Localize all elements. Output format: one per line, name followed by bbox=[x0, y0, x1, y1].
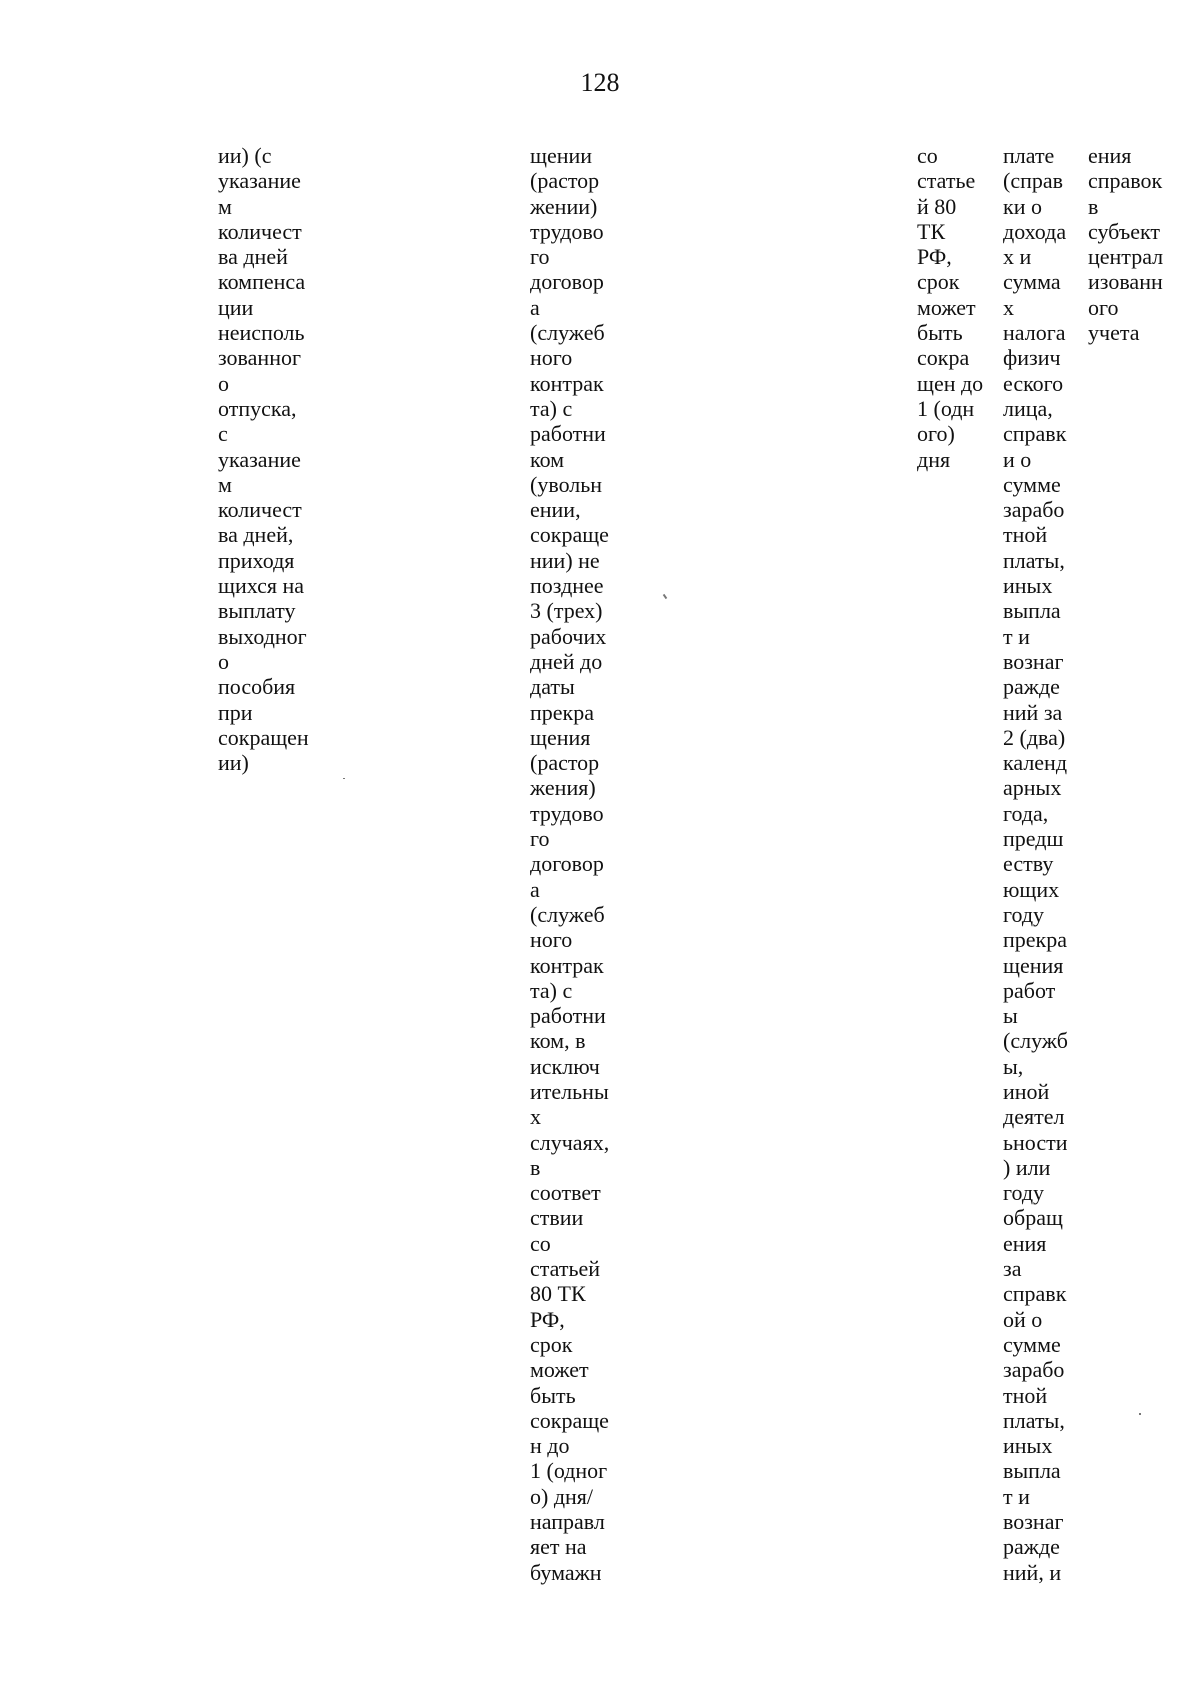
text-line: централ bbox=[1088, 244, 1164, 270]
text-line: ого bbox=[1088, 294, 1119, 320]
text-line: прекра bbox=[530, 699, 594, 725]
text-line: жении) bbox=[530, 193, 598, 219]
text-line: срок bbox=[530, 1331, 573, 1357]
text-line: может bbox=[917, 294, 976, 320]
text-line: приходя bbox=[218, 547, 295, 573]
text-line: ого) bbox=[917, 421, 955, 447]
text-column-1 bbox=[218, 143, 309, 775]
text-line: ии) bbox=[218, 750, 249, 776]
text-line: (растор bbox=[530, 750, 600, 776]
text-line: предш bbox=[1003, 826, 1064, 852]
text-line: дня bbox=[917, 446, 951, 472]
text-column-2 bbox=[530, 143, 609, 1585]
text-line: ний за bbox=[1003, 699, 1063, 725]
text-column-5 bbox=[1088, 143, 1163, 345]
text-line: быть bbox=[917, 320, 963, 346]
text-line: та) с bbox=[530, 977, 573, 1003]
text-line: ражде bbox=[1003, 1534, 1060, 1560]
text-line: плате bbox=[1003, 143, 1055, 168]
text-line: неисполь bbox=[218, 320, 305, 346]
text-line: го bbox=[530, 244, 550, 270]
text-line: сумма bbox=[1003, 269, 1061, 295]
text-line: ком, в bbox=[530, 1028, 586, 1054]
text-line: ки о bbox=[1003, 193, 1042, 219]
text-line: т и bbox=[1003, 1483, 1030, 1509]
text-line: 2 (два) bbox=[1003, 724, 1066, 750]
text-line: (справ bbox=[1003, 168, 1064, 194]
text-line: изованн bbox=[1088, 269, 1163, 295]
text-line: случаях, bbox=[530, 1129, 610, 1155]
text-line: в bbox=[530, 1154, 541, 1180]
text-line: прекра bbox=[1003, 927, 1067, 953]
text-line: м bbox=[218, 471, 232, 497]
text-line: тной bbox=[1003, 1382, 1048, 1408]
text-line: количест bbox=[218, 218, 302, 244]
text-line: договор bbox=[530, 851, 604, 877]
text-line: ) или bbox=[1003, 1154, 1051, 1180]
text-line: дохода bbox=[1003, 218, 1067, 244]
text-line: яет на bbox=[530, 1534, 587, 1560]
text-line: статье bbox=[917, 168, 976, 194]
text-line: еского bbox=[1003, 370, 1064, 396]
text-line: выпла bbox=[1003, 598, 1061, 624]
text-line: году bbox=[1003, 901, 1045, 927]
text-line: быть bbox=[530, 1382, 576, 1408]
text-line: РФ, bbox=[530, 1306, 565, 1332]
text-line: ного bbox=[530, 927, 573, 953]
text-line: (служеб bbox=[530, 320, 605, 346]
text-line: исключ bbox=[530, 1053, 600, 1079]
text-line: в bbox=[1088, 193, 1099, 219]
text-line: сокраще bbox=[530, 522, 609, 548]
text-line: отпуска, bbox=[218, 395, 297, 421]
text-line: ции bbox=[218, 294, 254, 320]
text-line: иных bbox=[1003, 573, 1053, 599]
text-line: трудово bbox=[530, 218, 604, 244]
text-line: дней до bbox=[530, 648, 603, 674]
text-line: компенса bbox=[218, 269, 306, 295]
text-line: субъект bbox=[1088, 218, 1160, 244]
text-line: арных bbox=[1003, 775, 1062, 801]
text-line: а bbox=[530, 294, 540, 320]
text-line: нии) не bbox=[530, 547, 600, 573]
page-number: 128 bbox=[580, 68, 620, 97]
text-line: срок bbox=[917, 269, 960, 295]
text-line: ний, и bbox=[1003, 1559, 1062, 1585]
text-line: еству bbox=[1003, 851, 1054, 877]
text-line: тной bbox=[1003, 522, 1048, 548]
text-line: договор bbox=[530, 269, 604, 295]
text-line: позднее bbox=[530, 573, 604, 599]
text-line: ении, bbox=[530, 497, 581, 523]
text-line: о bbox=[218, 370, 229, 396]
text-line: справк bbox=[1003, 1281, 1067, 1307]
text-line: 1 (одног bbox=[530, 1458, 608, 1484]
text-line: (растор bbox=[530, 168, 600, 194]
text-line: платы, bbox=[1003, 547, 1065, 573]
text-line: контрак bbox=[530, 370, 604, 396]
text-line: зарабо bbox=[1003, 497, 1065, 523]
text-line: выпла bbox=[1003, 1458, 1061, 1484]
text-line: пособия bbox=[218, 674, 296, 700]
text-line: х bbox=[530, 1104, 541, 1130]
text-line: ком bbox=[530, 446, 565, 472]
text-line: ьности bbox=[1003, 1129, 1068, 1155]
scan-speck bbox=[1139, 1413, 1141, 1415]
text-line: зованног bbox=[218, 345, 301, 371]
text-line: а bbox=[530, 876, 540, 902]
text-line: обращ bbox=[1003, 1205, 1063, 1231]
text-line: контрак bbox=[530, 952, 604, 978]
text-line: лица, bbox=[1003, 395, 1053, 421]
text-line: выходног bbox=[218, 623, 307, 649]
text-column-3 bbox=[917, 143, 983, 472]
text-line: сокраще bbox=[530, 1407, 609, 1433]
text-line: налога bbox=[1003, 320, 1066, 346]
text-line: щен до bbox=[917, 370, 984, 396]
text-line: м bbox=[218, 193, 232, 219]
text-line: о bbox=[218, 648, 229, 674]
text-line: рабочих bbox=[530, 623, 607, 649]
text-line: работни bbox=[530, 421, 606, 447]
text-line: ющих bbox=[1003, 876, 1060, 902]
text-line: даты bbox=[530, 674, 575, 700]
text-line: справк bbox=[1003, 421, 1067, 447]
text-line: иных bbox=[1003, 1433, 1053, 1459]
text-line: календ bbox=[1003, 750, 1068, 776]
text-line: ии) (с bbox=[218, 143, 272, 168]
text-line: может bbox=[530, 1357, 589, 1383]
text-line: щихся на bbox=[218, 573, 305, 599]
text-line: и о bbox=[1003, 446, 1032, 472]
text-line: щения bbox=[530, 724, 591, 750]
text-line: работ bbox=[1003, 977, 1056, 1003]
text-line: году bbox=[1003, 1180, 1045, 1206]
text-line: жения) bbox=[530, 775, 596, 801]
text-line: х и bbox=[1003, 244, 1032, 270]
text-line: 80 ТК bbox=[530, 1281, 586, 1307]
text-line: справок bbox=[1088, 168, 1163, 194]
text-line: с bbox=[218, 421, 228, 447]
text-line: ения bbox=[1003, 1230, 1047, 1256]
text-line: сокра bbox=[917, 345, 970, 371]
text-line: о) дня/ bbox=[530, 1483, 594, 1509]
text-line: та) с bbox=[530, 395, 573, 421]
text-line: платы, bbox=[1003, 1407, 1065, 1433]
text-line: учета bbox=[1088, 320, 1140, 346]
text-line: иной bbox=[1003, 1078, 1050, 1104]
text-line: при bbox=[218, 699, 253, 725]
text-line: ва дней bbox=[218, 244, 288, 270]
text-line: сокращен bbox=[218, 724, 309, 750]
text-line: за bbox=[1003, 1256, 1022, 1282]
text-line: вознаг bbox=[1003, 1509, 1064, 1535]
text-line: ы, bbox=[1003, 1053, 1024, 1079]
text-line: года, bbox=[1003, 800, 1049, 826]
text-line: ы bbox=[1003, 1003, 1018, 1029]
text-line: соответ bbox=[530, 1180, 601, 1206]
text-line: статьей bbox=[530, 1256, 601, 1282]
text-line: ражде bbox=[1003, 674, 1060, 700]
text-line: го bbox=[530, 826, 550, 852]
text-line: х bbox=[1003, 294, 1014, 320]
text-line: трудово bbox=[530, 800, 604, 826]
text-line: т и bbox=[1003, 623, 1030, 649]
scan-speck bbox=[663, 594, 668, 599]
text-line: ения bbox=[1088, 143, 1132, 168]
text-line: щения bbox=[1003, 952, 1064, 978]
text-line: указание bbox=[218, 168, 301, 194]
text-line: ного bbox=[530, 345, 573, 371]
text-line: ТК bbox=[917, 218, 946, 244]
text-line: зарабо bbox=[1003, 1357, 1065, 1383]
text-line: (увольн bbox=[530, 471, 603, 497]
text-line: й 80 bbox=[917, 193, 957, 219]
text-line: 1 (одн bbox=[917, 395, 975, 421]
text-line: щении bbox=[530, 143, 593, 168]
text-line: ствии bbox=[530, 1205, 584, 1231]
text-line: со bbox=[530, 1230, 551, 1256]
text-line: сумме bbox=[1003, 471, 1061, 497]
text-line: количест bbox=[218, 497, 302, 523]
text-line: (служб bbox=[1003, 1028, 1068, 1054]
text-line: ой о bbox=[1003, 1306, 1043, 1332]
text-line: сумме bbox=[1003, 1331, 1061, 1357]
scan-speck bbox=[343, 778, 345, 779]
text-line: (служеб bbox=[530, 901, 605, 927]
text-line: направл bbox=[530, 1509, 605, 1535]
text-line: деятел bbox=[1003, 1104, 1065, 1130]
text-line: указание bbox=[218, 446, 301, 472]
text-line: ва дней, bbox=[218, 522, 294, 548]
text-line: со bbox=[917, 143, 938, 168]
text-line: РФ, bbox=[917, 244, 952, 270]
text-line: работни bbox=[530, 1003, 606, 1029]
text-line: бумажн bbox=[530, 1559, 602, 1585]
text-line: ительны bbox=[530, 1078, 609, 1104]
text-line: 3 (трех) bbox=[530, 598, 603, 624]
text-line: физич bbox=[1003, 345, 1061, 371]
text-line: вознаг bbox=[1003, 648, 1064, 674]
text-line: выплату bbox=[218, 598, 296, 624]
text-line: н до bbox=[530, 1433, 570, 1459]
text-column-4 bbox=[1003, 143, 1068, 1585]
